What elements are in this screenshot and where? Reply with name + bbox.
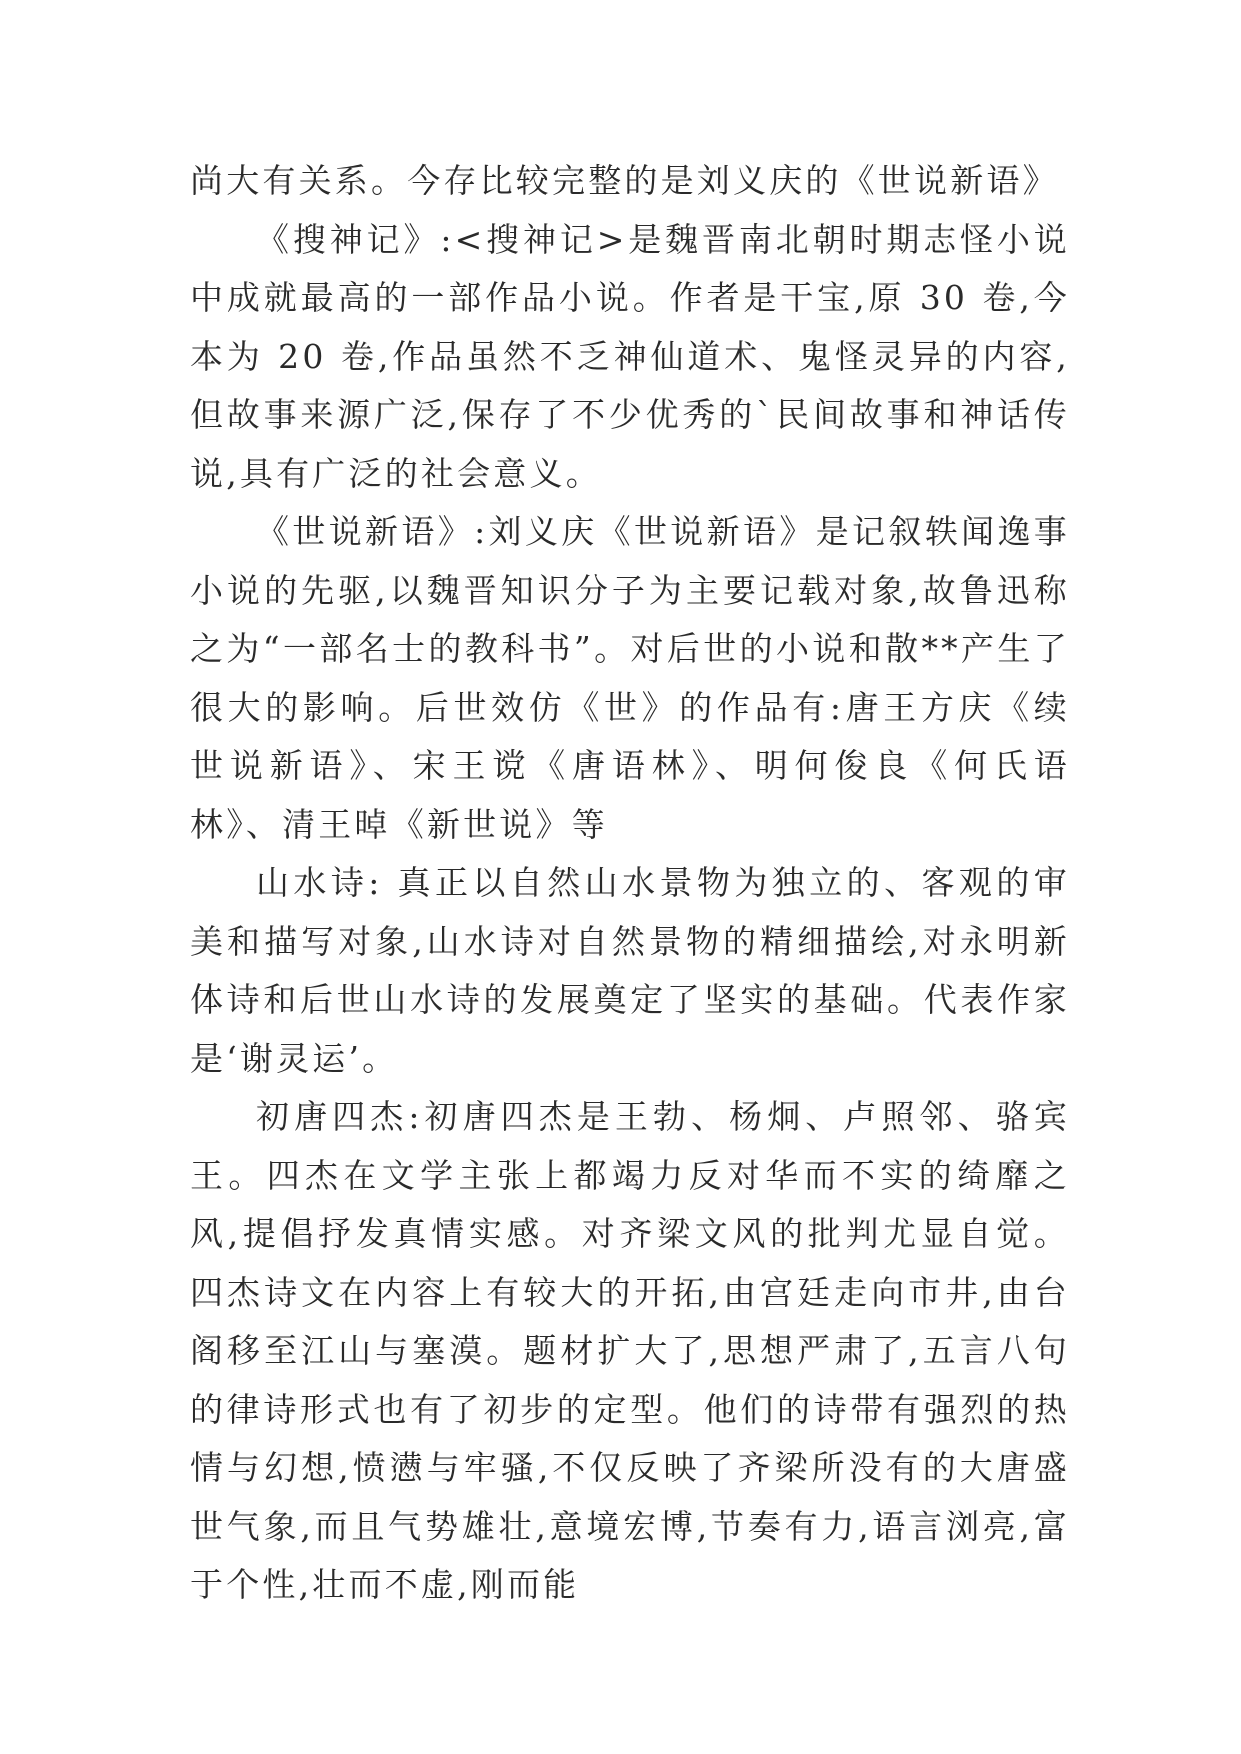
paragraph-shishuoxinyu: 《世说新语》:刘义庆《世说新语》是记叙轶闻逸事小说的先驱,以魏晋知识分子为主要记载对象,故鲁迅称之为“一部名士的教科书”。对后世的小说和散**产生了很大的影响。后世效仿《世》的作品有:唐王方庆《续世说新语》、宋王谠《唐语林》、明何俊良《何氏语林》、清王晫《新世说》等 <box>190 512 1070 844</box>
paragraph-continuation: 尚大有关系。今存比较完整的是刘义庆的《世说新语》 <box>190 161 1059 200</box>
document-body <box>190 152 1070 1615</box>
paragraph-soushenji: 《搜神记》:<搜神记>是魏晋南北朝时期志怪小说中成就最高的一部作品小说。作者是干宝,原 30 卷,今本为 20 卷,作品虽然不乏神仙道术、鬼怪灵异的内容,但故事来源广泛,保存了不少优秀的`民间故事和神话传说,具有广泛的社会意义。 <box>190 219 1070 493</box>
paragraph-chutangsijie: 初唐四杰:初唐四杰是王勃、杨炯、卢照邻、骆宾王。四杰在文学主张上都竭力反对华而不实的绮靡之风,提倡抒发真情实感。对齐梁文风的批判尤显自觉。四杰诗文在内容上有较大的开拓,由宫廷走向市井,由台阁移至江山与塞漠。题材扩大了,思想严肃了,五言八句的律诗形式也有了初步的定型。他们的诗带有强烈的热情与幻想,愤懑与牢骚,不仅反映了齐梁所没有的大唐盛世气象,而且气势雄壮,意境宏博,节奏有力,语言浏亮,富于个性,壮而不虚,刚而能 <box>190 1097 1070 1604</box>
paragraph-shanshuishi: 山水诗: 真正以自然山水景物为独立的、客观的审美和描写对象,山水诗对自然景物的精细描绘,对永明新体诗和后世山水诗的发展奠定了坚实的基础。代表作家是‘谢灵运’。 <box>190 863 1070 1078</box>
